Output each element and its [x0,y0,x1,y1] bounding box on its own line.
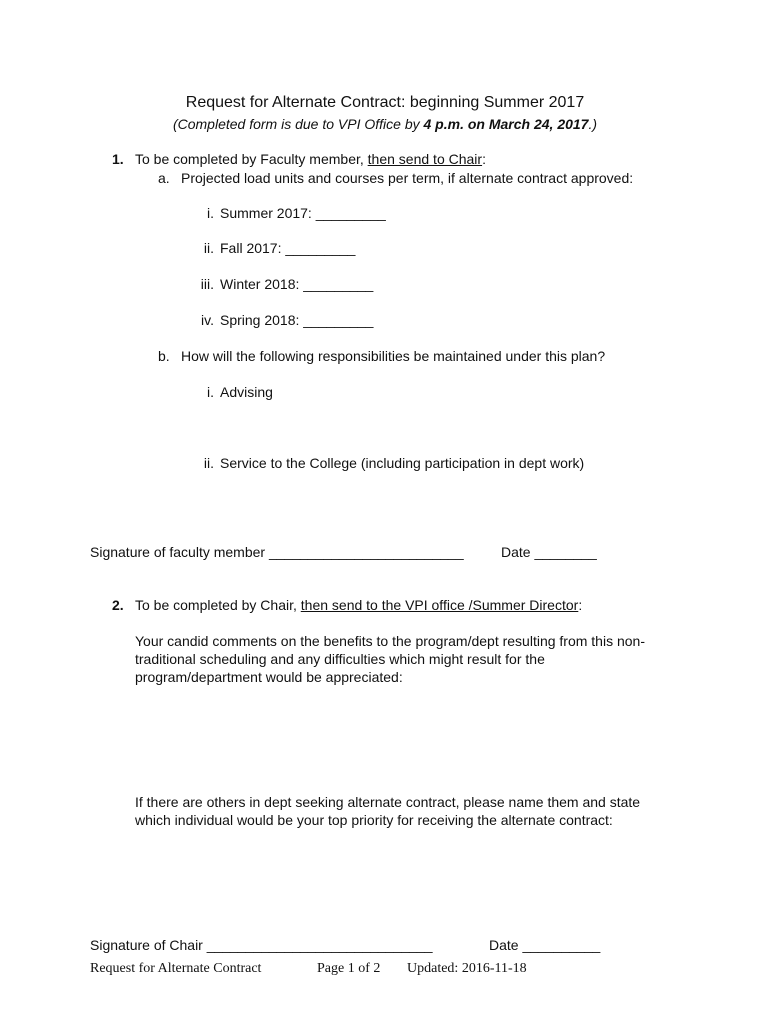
section1-item-a [158,169,633,187]
term-summer-2017[interactable] [192,204,386,222]
section1-routing: then send to Chair [367,151,483,167]
responsibility-number: i. [207,384,214,400]
footer-page-number: Page 1 of 2 [317,961,381,976]
item-b-text: How will the following responsibilities be maintained under this plan? [181,348,606,364]
term-spring-2018[interactable] [192,311,373,329]
term-label: Fall 2017: _________ [220,240,356,256]
section1-text: To be completed by Faculty member, [135,151,368,167]
footer-updated: Updated: 2016-11-18 [407,961,527,976]
comments-prompt: Your candid comments on the benefits to the program/dept resulting from this non-traditional scheduling and any difficulties which might result for the program/department would be appreciated: [135,633,645,685]
responsibility-label: Advising [220,384,273,400]
page-title: Request for Alternate Contract: beginning Summer 2017 [185,94,585,111]
responsibility-service[interactable] [192,454,584,472]
section2-number: 2. [112,597,124,613]
others-prompt: If there are others in dept seeking alternate contract, please name them and state which individual would be your top priority for receiving the alternate contract: [135,794,641,828]
item-b-label: b. [158,348,170,364]
term-label: Spring 2018: _________ [220,312,374,328]
subtitle-deadline: 4 p.m. on March 24, 2017 [423,116,589,132]
section2-text-post: : [578,597,583,613]
section2-heading [112,596,582,614]
term-fall-2017[interactable] [192,239,355,257]
subtitle-post: .) [588,116,598,132]
term-number: iv. [201,312,214,328]
term-number: iii. [200,276,214,292]
section2-text: To be completed by Chair, [135,597,301,613]
term-number: ii. [203,240,214,256]
section1-number: 1. [112,151,124,167]
term-winter-2018[interactable] [192,275,373,293]
faculty-signature-line[interactable]: Signature of faculty member _________________________ [90,544,464,560]
item-a-label: a. [158,170,170,186]
responsibility-advising[interactable] [192,383,273,401]
faculty-date-line[interactable]: Date ________ [501,544,597,560]
term-label: Winter 2018: _________ [220,276,374,292]
section1-heading [112,150,486,168]
chair-date-line[interactable]: Date __________ [489,937,601,953]
term-number: i. [207,205,214,221]
footer-doc-name: Request for Alternate Contract [90,961,262,976]
item-a-text: Projected load units and courses per term, if alternate contract approved: [181,170,634,186]
responsibility-number: ii. [203,455,214,471]
term-label: Summer 2017: _________ [220,205,386,221]
responsibility-label: Service to the College (including participation in dept work) [220,455,585,471]
subtitle-pre: (Completed form is due to VPI Office by [172,116,424,132]
section1-item-b [158,347,605,365]
section1-text-post: : [482,151,486,167]
section2-routing: then send to the VPI office /Summer Director [300,597,579,613]
page-subtitle [0,116,770,132]
chair-signature-line[interactable]: Signature of Chair _____________________________ [90,937,433,953]
